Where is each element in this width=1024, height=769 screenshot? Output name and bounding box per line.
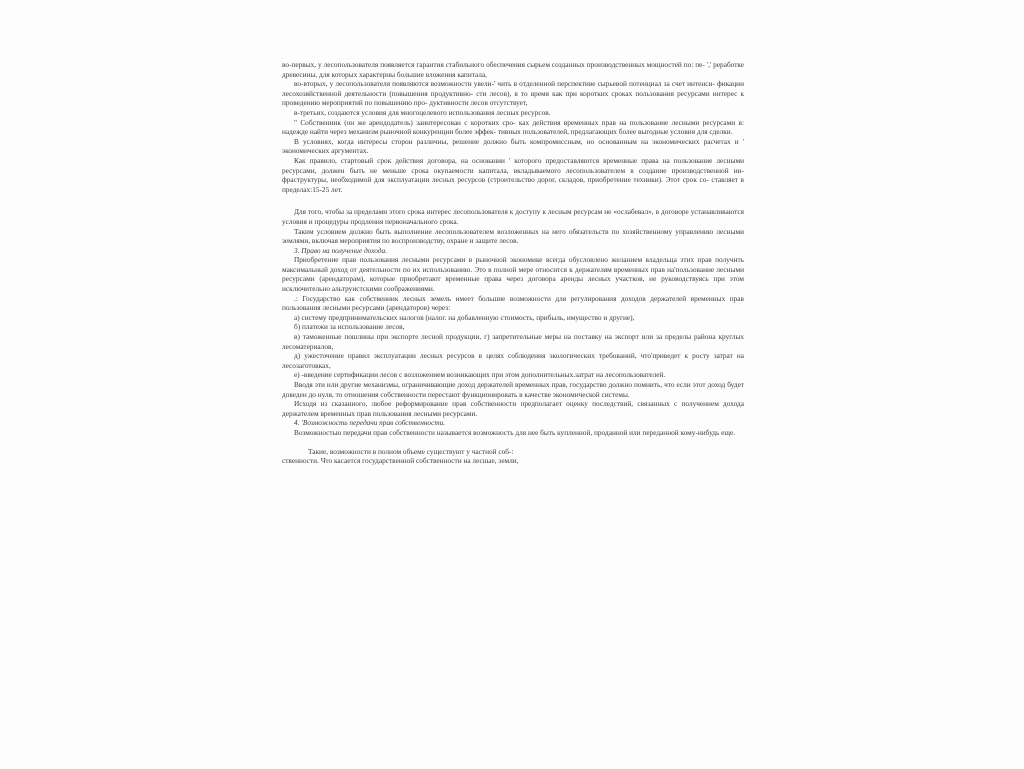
paragraph-compromise: В условиях, когда интересы сторон различны, решение должно быть компромиссным, но основанным на экономических расчетах и ' экономических аргументах. xyxy=(282,136,744,156)
paragraph-transfer-definition: Возможностью передачи прав собственности называется возможность для нее быть купленной, проданной или переданной кому-нибудь еще. xyxy=(294,427,736,437)
list-item-taxes: а) систему предпринимательских налогов (налог. на добавленную стоимость, прибыль, имущество и другие), xyxy=(294,312,635,322)
paragraph-extension-condition: Таким условием должно быть выполнение лесопользователем возложенных на него обязательств по хозяйственному управлению лесными землями, включая мероприятия по воспроизводству, охране и защите лесов. xyxy=(282,226,744,246)
paragraph-owner-interest: " Собственник (он же арендодатель) заинтересован с коротких сро- ках действия временных прав на пользование лесными ресурсами в: надежде найти через механизм рыночной конкуренции более эффек- тивных пользователей, предлагающих более выгодные условия для сделки. xyxy=(282,117,744,137)
list-item-certification: е) -введение сертификации лесов с возложением возникающих при этом дополнительных.затрат на лесопользователей. xyxy=(294,370,666,380)
paragraph-first-reason: во-первых, у лесопользователя появляется гарантия стабильного обеспечения сырьем созданных производственных мощностей по: пе- ',' реработке древесины, для которых характерны большие вложения капитала, xyxy=(282,60,744,79)
paragraph-private-property: Такие, возможности в полном объеме существуют у частной соб-: xyxy=(308,446,514,456)
heading-right-to-income: 3. Право на получение дохода. xyxy=(294,245,387,255)
paragraph-third-reason: в-третьих, создаются условия для многоцелевого использования лесных ресурсов. xyxy=(294,107,551,117)
heading-transfer-of-rights: 4. 'Возможность передачи прав собственности. xyxy=(294,418,446,428)
section-gap xyxy=(282,438,744,447)
section-gap xyxy=(282,194,744,207)
paragraph-state-property: ственности. Что касается государственной собственности на лесные, земли, xyxy=(282,456,519,466)
list-item-rules: д) ужесточение правил эксплуатации лесных ресурсов в целях соблюдения экологических требований, что'приведет к росту затрат на лесозаготовках, xyxy=(282,351,744,370)
list-item-payments: б) платежи за использование лесов, xyxy=(294,322,405,332)
paragraph-income-limits: Вводя эти или другие механизмы, ограничивающие доход держателей временных прав, государство должно помнить, что если этот доход будет доведен до нуля, то отношения собственности перестают функционировать в качестве экономической системы. xyxy=(282,380,744,399)
scanned-document-page xyxy=(282,60,744,466)
paragraph-reform-assessment: Исходя из сказанного, любое реформирование прав собственности предполагает оценку последствий, связанных с получением дохода держателем временных прав пользования лесными ресурсами. xyxy=(282,399,744,418)
paragraph-second-reason: во-вторых, у лесопользователя появляются возможности увели-' чить в отделенной перспективе сырьевой потенциал за счет интенси- фикации лесохозяйственной деятельности (повышения продуктивно- сти лесов), в то время как при коротких сроках пользования ресурсами интерес к проведению мероприятий по повышению про- дуктивности лесов отсутствует, xyxy=(282,79,744,108)
paragraph-income-motivation: Приобретение прав пользования лесными ресурсами в рыночной экономике всегда обусловлено желанием владельца этих прав получить максимальный доход от деятельности по их использованию. Это в полной мере относится к держателям временных прав на'пользование лесными ресурсами (арендаторам), которые приобретают временные права через договора аренды лесных участков, не руководствуясь при этом исключительно альтруистскими соображениями. xyxy=(282,255,744,294)
list-item-customs: в) таможенные пошлины при экспорте лесной продукции, г) запретительные меры на поставку на экспорт или за пределы района круглых лесоматериалов, xyxy=(282,332,744,351)
paragraph-state-regulation: .: Государство как собственник лесных земель имеет большие возможности для регулирования доходов держателей временных прав пользования лесными ресурсами (арендаторов) через: xyxy=(282,293,744,313)
paragraph-term-extension: Для того, чтобы за пределами этого срока интерес лесопользователя к доступу к лесным ресурсам не «ослабевал», в договоре устанавливаются условия и процедуры продления первоначального срока. xyxy=(282,207,744,226)
paragraph-starting-term: Как правило, стартовый срок действия договора, на основании ' которого предоставляются временные права на пользование лесными ресурсами, должен быть не меньше срока окупаемости капитала, вкладываемого лесопользователем в создание производственной ин- фраструктуры, необходимой для эксплуатации лесных ресурсов (строительство дорог, складов, приобретение техники). Этот срок со- ставляет в пределах:15-25 лет. xyxy=(282,155,744,194)
